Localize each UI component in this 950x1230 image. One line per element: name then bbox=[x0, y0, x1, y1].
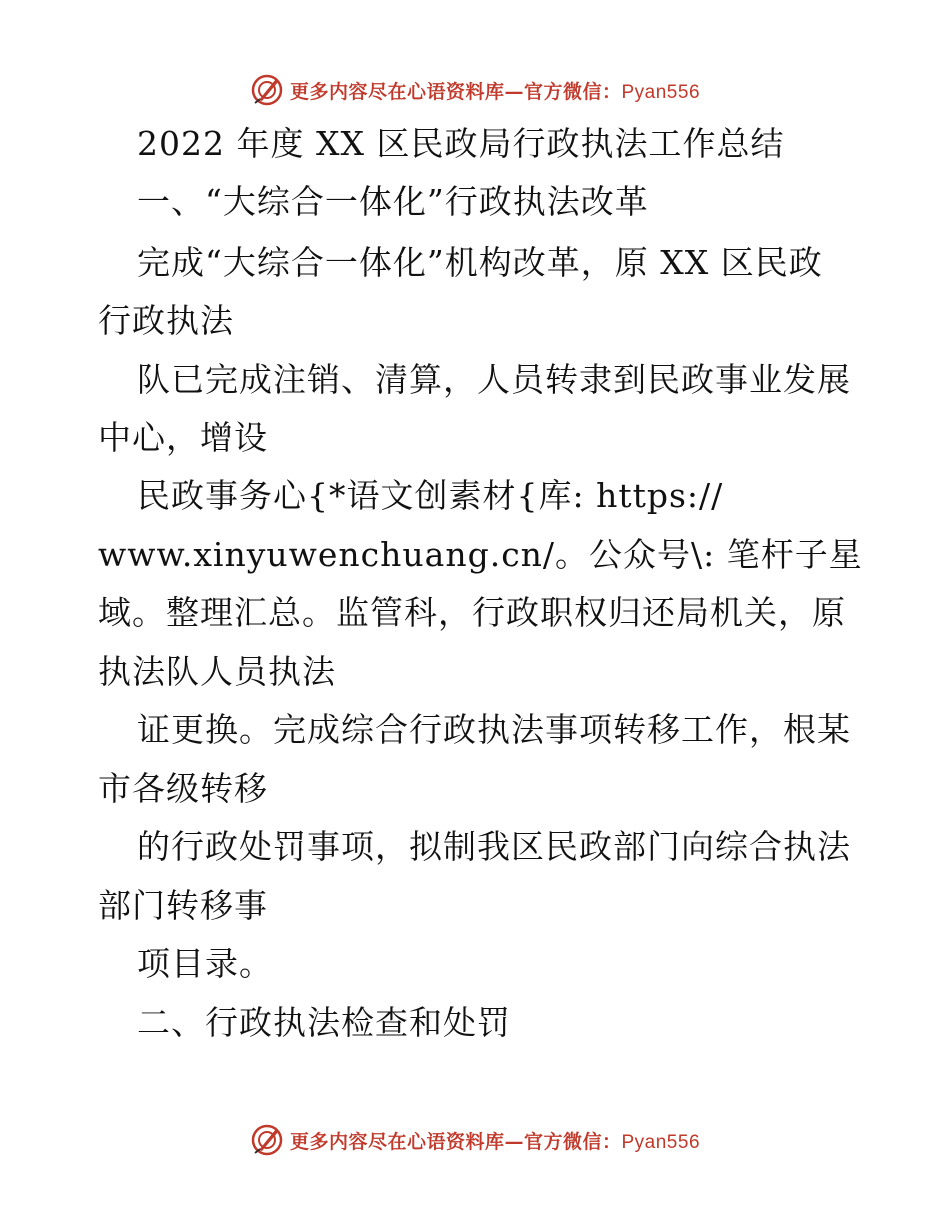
paragraph-line: 证更换。完成综合行政执法事项转移工作，根某 bbox=[137, 710, 851, 749]
section-heading-2: 二、行政执法检查和处罚 bbox=[137, 1003, 511, 1042]
footer-wechat-id: Pyan556 bbox=[621, 1131, 701, 1153]
header-banner-text: 更多内容尽在心语资料库—官方微信：Pyan556 bbox=[289, 80, 701, 103]
paragraph-line: 中心，增设 bbox=[98, 418, 268, 457]
paragraph-line: 完成“大综合一体化”机构改革，原 XX 区民政 bbox=[137, 243, 823, 282]
paragraph-line: 域。整理汇总。监管科，行政职权归还局机关，原 bbox=[98, 593, 846, 632]
header-watermark-banner bbox=[0, 70, 950, 110]
paragraph-line: 项目录。 bbox=[137, 944, 273, 983]
section-heading-1: 一、“大综合一体化”行政执法改革 bbox=[137, 182, 649, 221]
footer-watermark-banner bbox=[0, 1120, 950, 1160]
footer-banner-text: 更多内容尽在心语资料库—官方微信：Pyan556 bbox=[289, 1130, 701, 1153]
header-wechat-id: Pyan556 bbox=[621, 81, 701, 103]
paragraph-line: 执法队人员执法 bbox=[98, 652, 336, 691]
paragraph-line: www.xinyuwenchuang.cn/。公众号\: 笔杆子星 bbox=[98, 535, 863, 574]
paragraph-line: 行政执法 bbox=[98, 301, 234, 340]
paragraph-line: 队已完成注销、清算，人员转隶到民政事业发展 bbox=[137, 360, 851, 399]
paragraph-line: 民政事务心{*语文创素材{库: https:// bbox=[137, 476, 724, 515]
paragraph-line: 市各级转移 bbox=[98, 769, 268, 808]
document-title: 2022 年度 XX 区民政局行政执法工作总结 bbox=[137, 124, 785, 163]
quill-pen-logo-icon bbox=[250, 1123, 284, 1157]
paragraph-line: 的行政处罚事项，拟制我区民政部门向综合执法 bbox=[137, 827, 851, 866]
paragraph-line: 部门转移事 bbox=[98, 886, 268, 925]
quill-pen-logo-icon bbox=[250, 73, 284, 107]
